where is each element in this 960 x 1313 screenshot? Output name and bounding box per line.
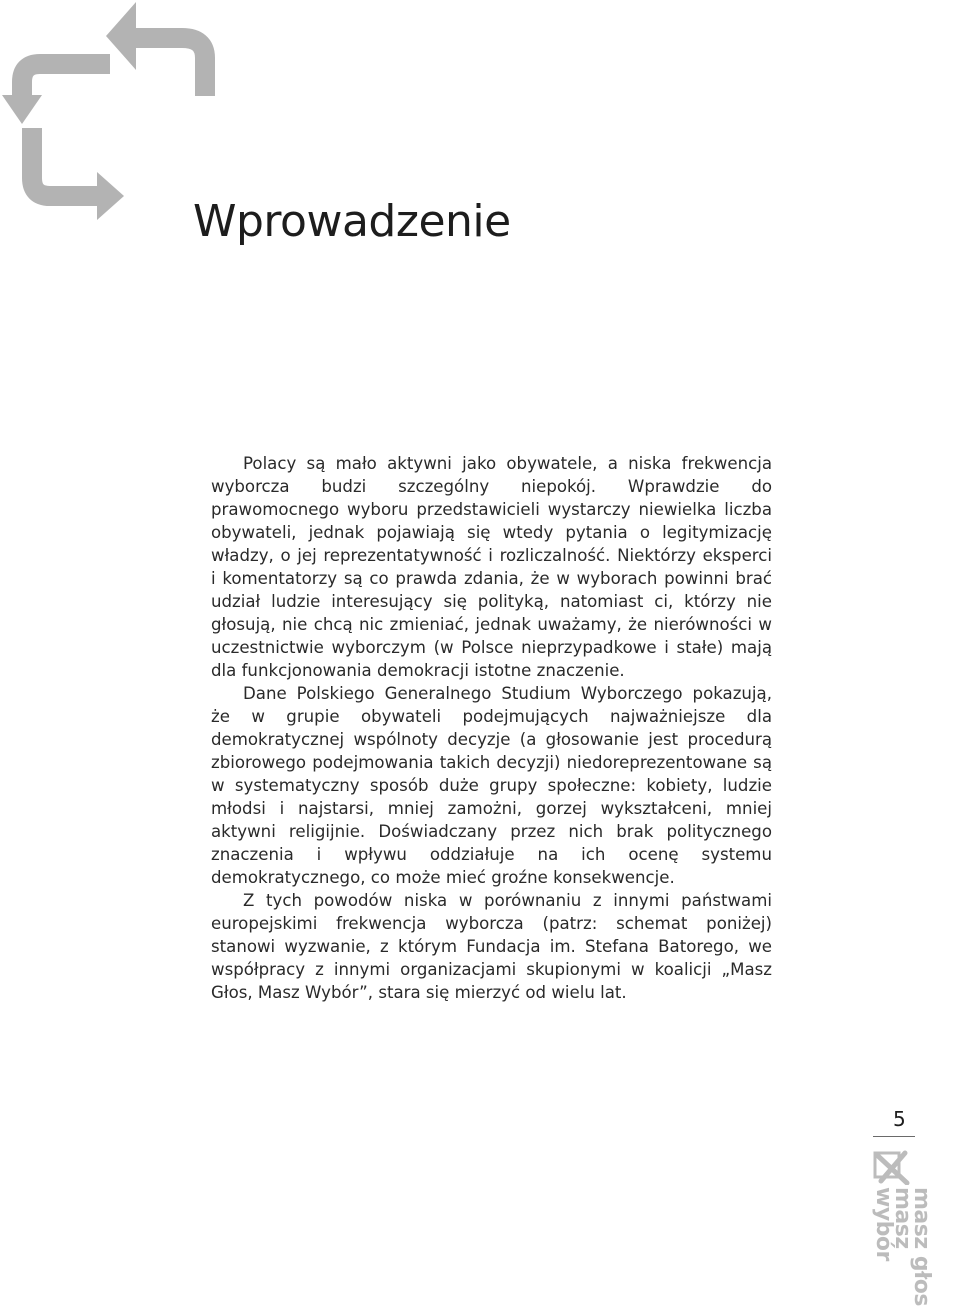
logo-line: masz głos xyxy=(909,1187,934,1306)
paragraph: Polacy są mało aktywni jako obywatele, a niska frekwencja wyborcza budzi szczególny niepokój. Wprawdzie do prawomocnego wyboru przedstawicieli wystarczy niewielka liczba obywateli, jednak pojawiają się wtedy pytania o legitymizację władzy, o jej reprezentatywność i rozliczalność. Niektórzy eksperci i komentatorzy są co prawda zdania, że w wyborach powinni brać udział ludzie interesujący się polityką, natomiast ci, którzy nie głosują, nie chcą nic zmieniać, jednak uważamy, że nierówności w uczestnictwie wyborczym (w Polsce nieprzypadkowe i stałe) mają dla funkcjonowania demokracji istotne znaczenie. xyxy=(211,454,772,680)
ballot-x-icon xyxy=(871,1149,911,1185)
logo-line: masz wybór xyxy=(871,1187,915,1261)
page-number: 5 xyxy=(893,1107,906,1131)
paragraph: Z tych powodów niska w porównaniu z innymi państwami europejskimi frekwencja wyborcza (patrz: schemat poniżej) stanowi wyzwanie, z którym Fundacja im. Stefana Batorego, we współpracy z innymi organizacjami skupionymi w koalicji „Masz Głos, Masz Wybór”, stara się mierzyć od wielu lat. xyxy=(211,891,772,1002)
body-text xyxy=(211,452,772,1004)
page-title: Wprowadzenie xyxy=(193,196,511,247)
paragraph: Dane Polskiego Generalnego Studium Wyborczego pokazują, że w grupie obywateli podejmujących najważniejsze dla demokratycznej wspólnoty decyzje (a głosowanie jest procedurą zbiorowego podejmowania takich decyzji) niedoreprezentowane są w systematyczny sposób duże grupy społeczne: kobiety, ludzie młodsi i najstarsi, mniej zamożni, gorzej wykształceni, mniej aktywni religijnie. Doświadczany przez nich brak politycznego znaczenia i wpływu oddziałuje na ich ocenę systemu demokratycznego, co może mieć groźne konsekwencje. xyxy=(211,684,772,887)
page-number-rule xyxy=(873,1136,915,1137)
logo-text xyxy=(871,1187,934,1313)
